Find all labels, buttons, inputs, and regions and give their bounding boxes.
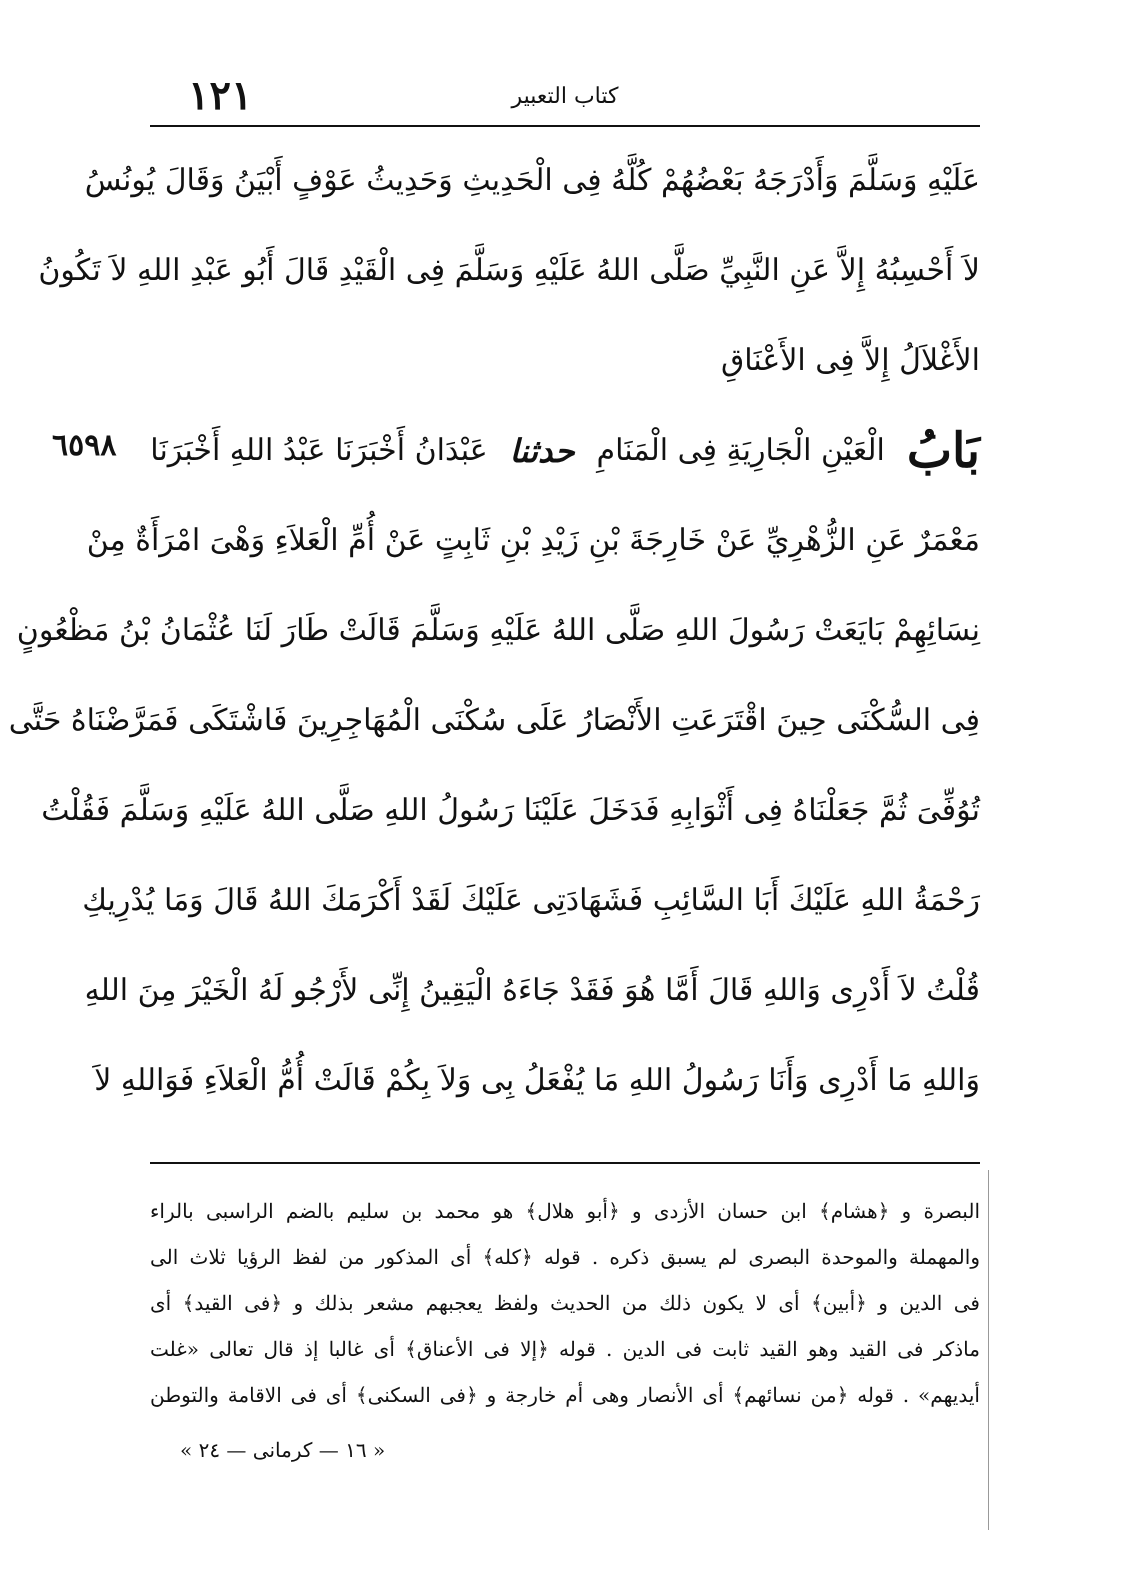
haddathana-marker: حدثنا <box>509 432 575 470</box>
footnote-divider <box>150 1162 980 1164</box>
page-header <box>150 72 980 122</box>
header-divider <box>150 125 980 127</box>
text-line: تُوُفِّىَ ثُمَّ جَعَلْنَاهُ فِى أَثْوَابِهِ فَدَخَلَ عَلَيْنَا رَسُولُ اللهِ صَلَّى اللهُ عَلَيْهِ وَسَلَّمَ فَقُلْتُ <box>41 793 980 828</box>
chapter-heading-line <box>150 406 980 496</box>
book-title: كتاب التعبير <box>511 84 619 109</box>
text-line: مَعْمَرٌ عَنِ الزُّهْرِيِّ عَنْ خَارِجَةَ بْنِ زَيْدِ بْنِ ثَابِتٍ عَنْ أُمِّ الْعَلاَءِ وَهْىَ امْرَأَةٌ مِنْ <box>86 523 980 558</box>
text-line: نِسَائِهِمْ بَايَعَتْ رَسُولَ اللهِ صَلَّى اللهُ عَلَيْهِ وَسَلَّمَ قَالَتْ طَارَ لَنَا عُثْمَانُ بْنُ مَظْعُونٍ <box>16 613 980 648</box>
chapter-label: بَابُ <box>906 423 980 479</box>
footnote-line: فى الدين و ﴿أبين﴾ أى لا يكون ذلك من الحديث ولفظ يعجبهم مشعر بذلك و ﴿فى القيد﴾ أى <box>150 1291 980 1315</box>
page-number: ١٢١ <box>188 72 253 119</box>
footnote-line: البصرة و ﴿هشام﴾ ابن حسان الأزدى و ﴿أبو هلال﴾ هو محمد بن سليم بالضم الراسبى بالراء <box>150 1199 980 1223</box>
footnote-line: أيديهم» . قوله ﴿من نسائهم﴾ أى الأنصار وهى أم خارجة و ﴿فى السكنى﴾ أى فى الاقامة والتوطن <box>150 1383 980 1407</box>
text-line: لاَ أَحْسِبُهُ إِلاَّ عَنِ النَّبِيِّ صَلَّى اللهُ عَلَيْهِ وَسَلَّمَ فِى الْقَيْدِ قَالَ أَبُو عَبْدِ اللهِ لاَ تَكُونُ <box>38 253 980 288</box>
text-line: الأَغْلاَلُ إِلاَّ فِى الأَعْنَاقِ <box>720 343 980 378</box>
text-line: رَحْمَةُ اللهِ عَلَيْكَ أَبَا السَّائِبِ فَشَهَادَتِى عَلَيْكَ لَقَدْ أَكْرَمَكَ اللهُ قَالَ وَمَا يُدْرِيكِ <box>82 883 980 918</box>
footnotes-block <box>150 1188 980 1418</box>
footnote-line: والمهملة والموحدة البصرى لم يسبق ذكره . قوله ﴿كله﴾ أى المذكور من لفظ الرؤيا ثلاث الى <box>150 1245 980 1269</box>
footnote-line: ماذكر فى القيد وهو القيد ثابت فى الدين . قوله ﴿إلا فى الأعناق﴾ أى غالبا إذ قال تعالى «غلت <box>150 1337 980 1361</box>
isnad-start: عَبْدَانُ أَخْبَرَنَا عَبْدُ اللهِ أَخْبَرَنَا <box>150 433 488 468</box>
printer-signature: « ١٦ — كرمانى — ٢٤ » <box>180 1438 386 1462</box>
text-line: فِى السُّكْنَى حِينَ اقْتَرَعَتِ الأَنْصَارُ عَلَى سُكْنَى الْمُهَاجِرِينَ فَاشْتَكَى فَمَرَّضْنَاهُ حَتَّى <box>8 703 980 738</box>
chapter-title: الْعَيْنِ الْجَارِيَةِ فِى الْمَنَامِ <box>596 433 885 468</box>
margin-line <box>988 1170 989 1530</box>
text-line: قُلْتُ لاَ أَدْرِى وَاللهِ قَالَ أَمَّا هُوَ فَقَدْ جَاءَهُ الْيَقِينُ إِنِّى لأَرْجُو لَهُ الْخَيْرَ مِنَ اللهِ <box>84 973 980 1008</box>
text-line: عَلَيْهِ وَسَلَّمَ وَأَدْرَجَهُ بَعْضُهُمْ كُلَّهُ فِى الْحَدِيثِ وَحَدِيثُ عَوْفٍ أَبْيَنُ وَقَالَ يُونُسُ <box>84 163 980 198</box>
hadith-number: ٦٥٩٨ <box>52 428 117 463</box>
text-line: وَاللهِ مَا أَدْرِى وَأَنَا رَسُولُ اللهِ مَا يُفْعَلُ بِى وَلاَ بِكُمْ قَالَتْ أُمُّ الْعَلاَءِ فَوَاللهِ لاَ <box>94 1063 980 1098</box>
